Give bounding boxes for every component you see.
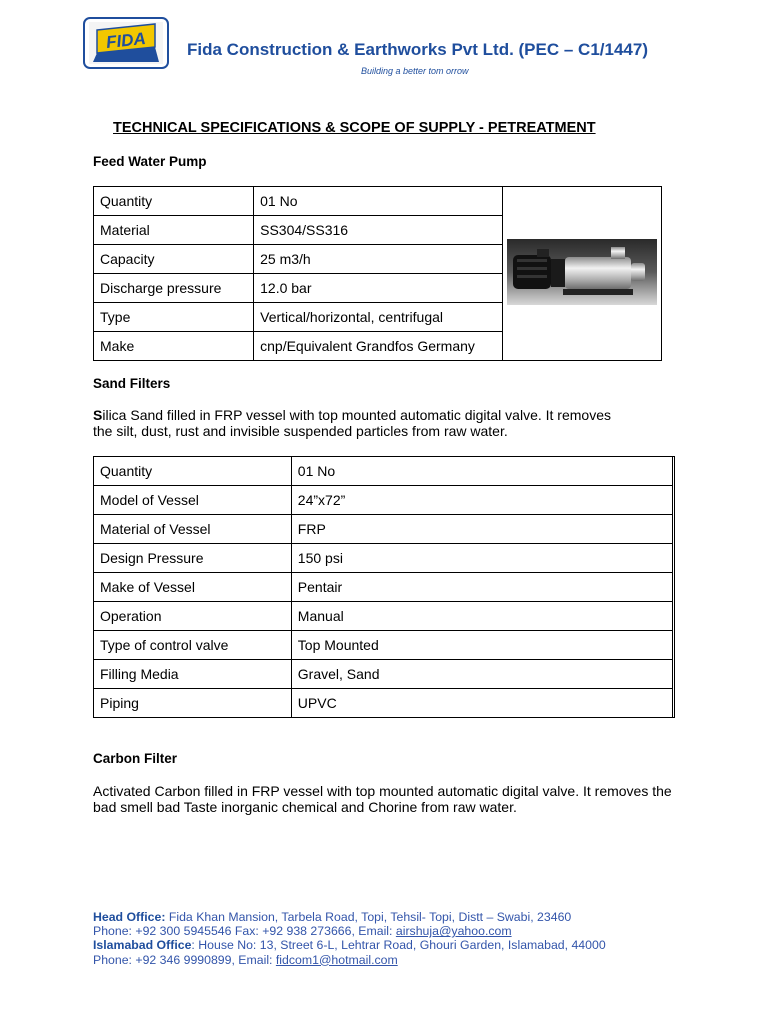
islamabad-office-line (93, 938, 606, 952)
table-row (94, 660, 675, 689)
spec-value: 150 psi (291, 544, 672, 573)
spec-value: Pentair (291, 573, 672, 602)
description-text: ilica Sand filled in FRP vessel with top mounted automatic digital valve. It removes the silt, dust, rust and invisible suspended particles from raw water. (93, 407, 611, 439)
spec-value: 01 No (254, 187, 503, 216)
sand-filters-description (93, 407, 613, 439)
spec-label: Design Pressure (94, 544, 292, 573)
islamabad-office-label: Islamabad Office (93, 938, 192, 953)
drop-cap: S (93, 407, 103, 423)
empty-column (672, 457, 674, 718)
feed-pump-heading: Feed Water Pump (93, 154, 207, 169)
head-office-line (93, 910, 606, 924)
footer-contact (93, 910, 606, 967)
spec-label: Make of Vessel (94, 573, 292, 602)
table-row (94, 486, 675, 515)
spec-label: Quantity (94, 457, 292, 486)
table-row (94, 187, 662, 216)
company-tagline: Building a better tom orrow (361, 66, 469, 76)
spec-value: 25 m3/h (254, 245, 503, 274)
spec-value: Vertical/horizontal, centrifugal (254, 303, 503, 332)
islamabad-office-address: : House No: 13, Street 6-L, Lehtrar Road, Ghouri Garden, Islamabad, 44000 (191, 938, 606, 953)
table-row (94, 602, 675, 631)
spec-value: Manual (291, 602, 672, 631)
spec-value: UPVC (291, 689, 672, 718)
spec-label: Type of control valve (94, 631, 292, 660)
sand-filter-spec-table (93, 456, 675, 718)
spec-value: SS304/SS316 (254, 216, 503, 245)
spec-value: 01 No (291, 457, 672, 486)
spec-label: Material of Vessel (94, 515, 292, 544)
table-row (94, 573, 675, 602)
head-office-phone-line (93, 924, 606, 938)
company-name: Fida Construction & Earthworks Pvt Ltd. (PEC – C1/1447) (187, 40, 648, 59)
spec-label: Material (94, 216, 254, 245)
spec-value: 12.0 bar (254, 274, 503, 303)
pump-image-cell (502, 187, 661, 361)
head-office-email-link[interactable]: airshuja@yahoo.com (395, 924, 512, 939)
spec-value: cnp/Equivalent Grandfos Germany (254, 332, 503, 361)
spec-value: FRP (291, 515, 672, 544)
table-row (94, 631, 675, 660)
head-office-label: Head Office: (93, 910, 166, 924)
spec-label: Make (94, 332, 254, 361)
spec-value: Top Mounted (291, 631, 672, 660)
feed-pump-spec-table (93, 186, 662, 361)
islamabad-phone: Phone: +92 346 9990899, Email: (93, 952, 276, 967)
carbon-filter-heading: Carbon Filter (93, 751, 178, 766)
pump-photo (507, 239, 657, 305)
spec-label: Discharge pressure (94, 274, 254, 303)
sand-filters-heading: Sand Filters (93, 376, 171, 391)
table-row (94, 544, 675, 573)
company-logo (83, 17, 169, 69)
spec-label: Model of Vessel (94, 486, 292, 515)
carbon-filter-description: Activated Carbon filled in FRP vessel with top mounted automatic digital valve. It removes the bad smell bad Taste inorganic chemical and Chorine from raw water. (93, 783, 672, 815)
spec-label: Piping (94, 689, 292, 718)
spec-value: Gravel, Sand (291, 660, 672, 689)
spec-label: Operation (94, 602, 292, 631)
table-row (94, 689, 675, 718)
spec-label: Type (94, 303, 254, 332)
spec-label: Filling Media (94, 660, 292, 689)
table-row (94, 457, 675, 486)
spec-label: Capacity (94, 245, 254, 274)
islamabad-email-link[interactable]: fidcom1@hotmail.com (275, 952, 398, 967)
head-office-address: Fida Khan Mansion, Tarbela Road, Topi, Tehsil- Topi, Distt – Swabi, 23460 (165, 910, 572, 924)
table-row (94, 515, 675, 544)
spec-value: 24”x72” (291, 486, 672, 515)
logo-text: FIDA (105, 28, 147, 53)
document-title: TECHNICAL SPECIFICATIONS & SCOPE OF SUPPLY - PETREATMENT (113, 120, 596, 136)
spec-label: Quantity (94, 187, 254, 216)
islamabad-phone-line (93, 953, 606, 967)
head-office-phone: Phone: +92 300 5945546 Fax: +92 938 273666, Email: (93, 924, 396, 939)
